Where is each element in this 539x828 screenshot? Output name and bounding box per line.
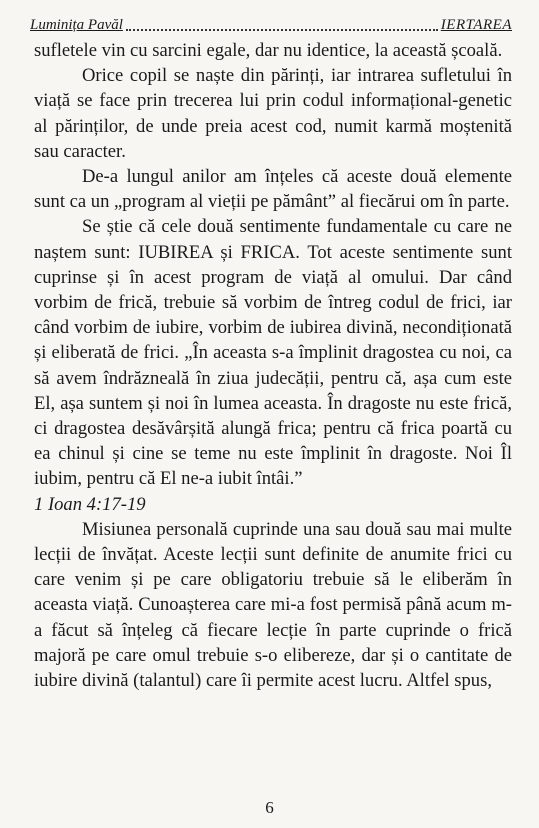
paragraph: De-a lungul anilor am înțeles că aceste două elemente sunt ca un „program al vieții pe pământ” al fiecărui om în parte. — [34, 166, 512, 213]
header-book-title: IERTAREA — [440, 17, 512, 33]
paragraph: sufletele vin cu sarcini egale, dar nu identice, la această școală. — [34, 40, 503, 61]
paragraph: Orice copil se naște din părinți, iar intrarea sufletului în viață se face prin trecerea lui prin codul informațional-genetic al părinților, de unde preia acest cod, numit karmă moștenită sau caracter. — [34, 65, 512, 162]
running-header — [30, 12, 512, 34]
paragraph: Misiunea personală cuprinde una sau două sau mai multe lecții de învățat. Aceste lecții sunt definite de anumite frici cu care venim și pe care obligatoriu trebuie să le eliberăm în aceasta viață. Cunoașterea care mi-a fost permisă până acum m-a făcut să înțeleg că fiecare lecție în parte cuprinde o frică majoră pe care omul trebuie s-o elibereze, dar și o cantitate de iubire divină (talantul) care îi permite acest lucru. Altfel spus, — [34, 518, 512, 692]
page-number: 6 — [265, 798, 274, 817]
header-author: Luminița Pavăl — [30, 17, 123, 33]
paragraph: Se știe că cele două sentimente fundamentale cu care ne naștem sunt: IUBIREA și FRICA. Tot aceste sentimente sunt cuprinse și în acest program de viață al omului. Dar când vorbim de frică, trebuie să vorbim de întreg codul de frici, iar când vorbim de iubire, vorbim de iubirea divină, necondiționată și eliberată de frici. „În aceasta s-a împlinit dragostea cu noi, ca să avem îndrăzneală în ziua judecății, pentru că, așa cum este El, așa suntem și noi în lumea aceasta. În dragoste nu este frică, ci dragostea desăvârșită alungă frica; pentru că frica poartă cu ea chinul și cine se teme nu este împlinit în dragoste. Noi Îl iubim, pentru că El ne-a iubit întâi.” — [34, 216, 512, 490]
bible-citation: 1 Ioan 4:17-19 — [34, 493, 146, 515]
header-leader-dots — [126, 29, 438, 31]
page-body — [34, 38, 512, 693]
